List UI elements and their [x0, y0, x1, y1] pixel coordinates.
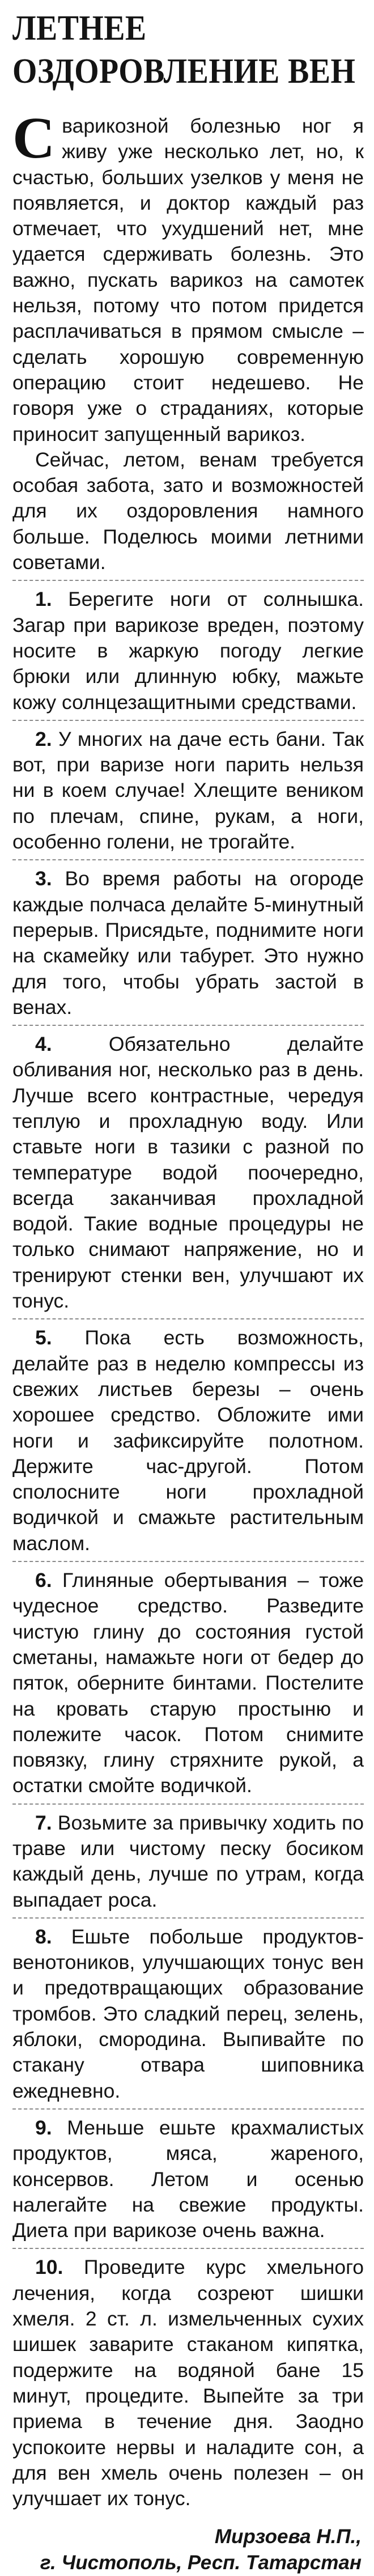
tip-3	[12, 866, 364, 1020]
tip-text: Возьмите за привычку ходить по траве или чистому песку босиком каждый день, лучше по утрам, когда выпадает роса.	[12, 1811, 364, 1911]
tip-10	[12, 2255, 364, 2511]
tip-number: 7.	[35, 1811, 52, 1834]
tip-7	[12, 1810, 364, 1913]
tip-number: 2.	[35, 727, 52, 750]
tip-number: 10.	[35, 2256, 63, 2279]
drop-cap: С	[12, 105, 56, 171]
tip-text: Берегите ноги от солнышка. Загар при варикозе вреден, поэтому носите в жаркую погоду легкие брюки или длинную юбку, мажьте кожу солнцезащитными средствами.	[12, 588, 364, 714]
intro-paragraph	[12, 105, 364, 447]
tip-number: 5.	[35, 1326, 52, 1349]
tip-1	[12, 587, 364, 715]
article-title	[12, 7, 356, 93]
tip-divider	[12, 1561, 364, 1562]
tip-text: Во время работы на огороде каждые полчаса делайте 5-минутный перерыв. Присядьте, поднимите ноги на скамейку или табурет. Это нужно для того, чтобы убрать застой в венах.	[12, 867, 364, 1018]
tip-divider	[12, 1803, 364, 1805]
tip-2	[12, 727, 364, 855]
tip-number: 8.	[35, 1925, 52, 1948]
intro-text: варикозной болезнью ног я живу уже несколько лет, но, к счастью, больших узелков у меня не появляется, и доктор каждый раз отмечает, что ухудшений нет, мне удается сдерживать болезнь. Это важно, пускать варикоз на самотек нельзя, потому что потом придется расплачиваться в прямом смысле – сделать хорошую современную операцию стоит недешево. Не говоря уже о страданиях, которые приносит запущенный варикоз.	[12, 114, 364, 445]
tip-number: 4.	[35, 1033, 52, 1056]
tip-text: Ешьте побольше продуктов-венотоников, улучшающих тонус вен и предотвращающих образование тромбов. Это сладкий перец, зелень, яблоки, смородина. Выпивайте по стакану отвара шиповника ежедневно.	[12, 1925, 364, 2102]
tip-number: 3.	[35, 867, 52, 890]
tip-6	[12, 1568, 364, 1799]
tip-text: Проведите курс хмельного лечения, когда созреют шишки хмеля. 2 ст. л. измельченных сухих шишек заварите стаканом кипятка, подержите на водяной бане 15 минут, процедите. Выпейте за три приема в течение дня. Заодно успокоите нервы и наладите сон, а для вен хмель очень полезен – он улучшает их тонус.	[12, 2256, 364, 2510]
tip-number: 9.	[35, 2116, 52, 2139]
tip-5	[12, 1325, 364, 1556]
tip-4	[12, 1032, 364, 1314]
tip-8	[12, 1924, 364, 2104]
tip-divider	[12, 1318, 364, 1319]
tips-list	[12, 580, 364, 2511]
tip-divider	[12, 580, 364, 581]
tip-text: Меньше ешьте крахмалистых продуктов, мяса, жареного, консервов. Летом и осенью налегайте на свежие продукты. Диета при варикозе очень важна.	[12, 2116, 364, 2242]
tip-divider	[12, 859, 364, 860]
tip-9	[12, 2115, 364, 2243]
title-line-2: ОЗДОРОВЛЕНИЕ ВЕН	[12, 52, 356, 91]
tip-text: Обязательно делайте обливания ног, несколько раз в день. Лучше всего контрастные, чередуя теплую и прохладную воду. Или ставьте ноги в тазики с разной по температуре водой поочередно, всегда заканчивая прохладной водой. Такие водные процедуры не только снимают напряжение, но и тренируют стенки вен, улучшают их тонус.	[12, 1033, 364, 1313]
tip-divider	[12, 1025, 364, 1026]
title-line-1: ЛЕТНЕЕ	[12, 9, 147, 48]
intro-paragraph-2: Сейчас, летом, венам требуется особая забота, зато и возможностей для их оздоровления намного больше. Поделюсь моими летними советами.	[12, 448, 364, 574]
author-location: г. Чистополь, Респ. Татарстан	[40, 2552, 362, 2574]
tip-divider	[12, 2108, 364, 2110]
author-signature	[12, 2524, 364, 2576]
tip-divider	[12, 2248, 364, 2249]
tip-number: 6.	[35, 1569, 52, 1592]
tip-text: Глиняные обертывания – тоже чудесное средство. Разведите чистую глину до состояния густой сметаны, намажьте ноги от бедер до пяток, оберните бинтами. Постелите на кровать старую простыню и полежите часок. Потом снимите повязку, глину стряхните рукой, а остатки смойте водичкой.	[12, 1569, 364, 1797]
tip-divider	[12, 720, 364, 721]
tip-text: У многих на даче есть бани. Так вот, при варизе ноги парить нельзя ни в коем случае! Хлещите веником по плечам, спине, рукам, а ноги, особенно голени, не трогайте.	[12, 727, 364, 854]
tip-number: 1.	[35, 588, 52, 611]
tip-text: Пока есть возможность, делайте раз в неделю компрессы из свежих листьев березы – очень хорошее средство. Обложите ими ноги и зафиксируйте полотном. Держите час-другой. Потом сполосните ноги прохладной водичкой и смажьте растительным маслом.	[12, 1326, 364, 1555]
tip-divider	[12, 1917, 364, 1919]
author-name: Мирзоева Н.П.,	[214, 2526, 362, 2548]
